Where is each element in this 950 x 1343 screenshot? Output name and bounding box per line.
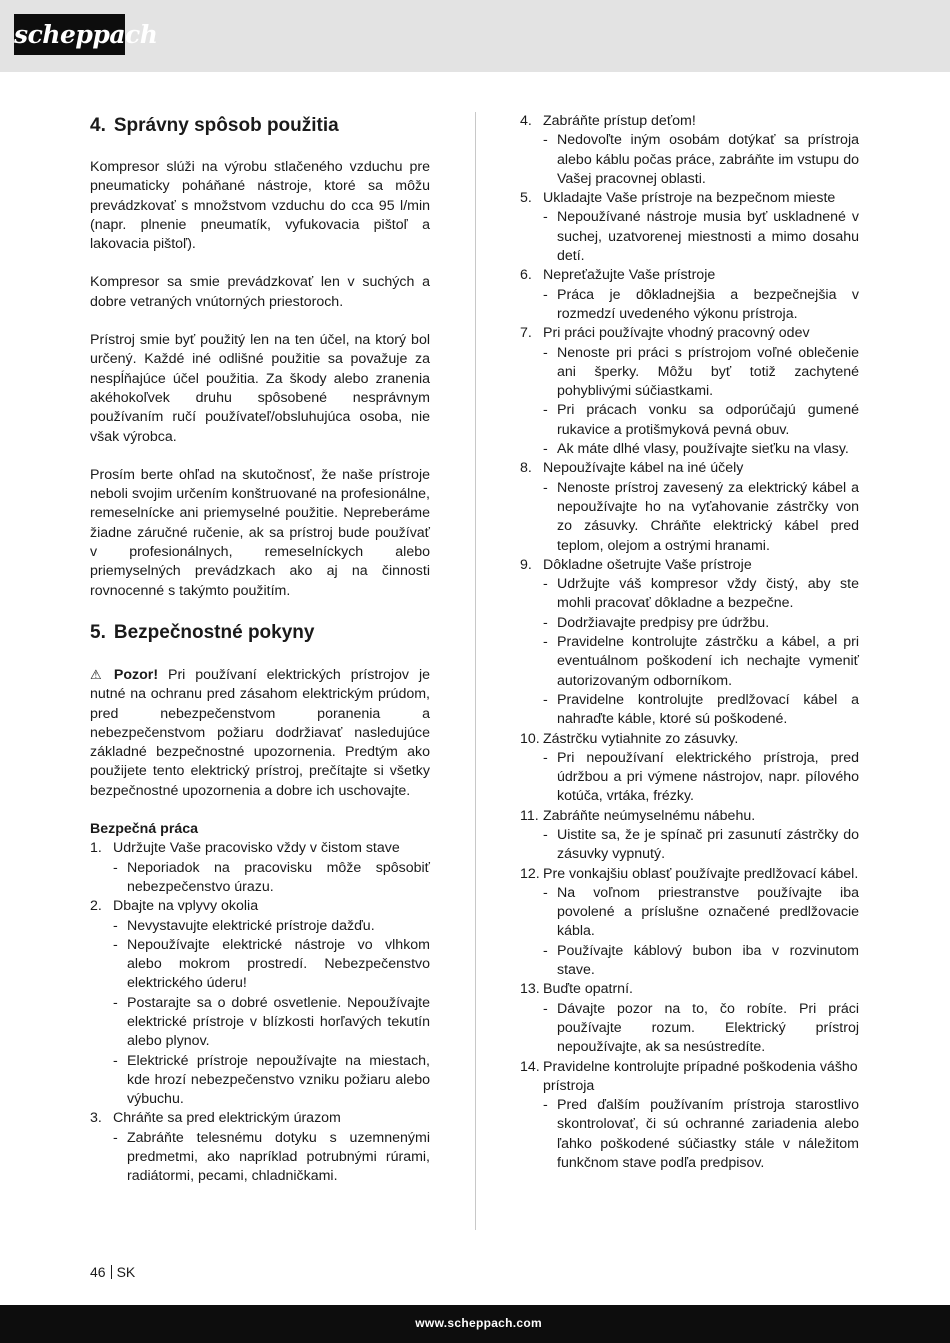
list-item [520, 266, 859, 285]
sub-item [520, 1000, 859, 1058]
item-number: 7. [520, 325, 532, 342]
dash-marker: - [543, 132, 548, 149]
section-4-heading: 4. Správny spôsob použitia [90, 115, 339, 136]
dash-marker: - [543, 749, 548, 766]
item-text: Zabráňte prístup deťom! [543, 113, 696, 129]
sub-item [520, 884, 859, 942]
sub-item-text: Používajte káblový bubon iba v rozvinutom stave. [557, 942, 859, 979]
dash-marker: - [543, 479, 548, 496]
item-text: Buďte opatrní. [543, 981, 633, 998]
dash-marker: - [543, 209, 548, 226]
sub-item [520, 401, 859, 440]
sub-item [520, 208, 859, 266]
list-item [520, 556, 859, 575]
dash-marker: - [543, 942, 548, 959]
sub-item [520, 691, 859, 730]
list-item [520, 459, 859, 478]
dash-marker: - [113, 994, 118, 1011]
item-number: 13. [520, 981, 540, 998]
dash-marker: - [113, 859, 118, 876]
dash-marker: - [543, 286, 548, 303]
item-number: 10. [520, 730, 540, 747]
right-numbered-list [520, 112, 859, 1173]
item-text: Pre vonkajšiu oblasť používajte predlžovací kábel. [543, 865, 859, 882]
item-text: Zabráňte neúmyselnému nábehu. [543, 807, 756, 824]
dash-marker: - [543, 614, 548, 631]
dash-marker: - [113, 917, 118, 934]
warning-triangle-icon: ⚠ [90, 666, 102, 682]
item-number: 4. [520, 113, 532, 129]
sub-item-text: Neporiadok na pracovisku môže spôsobiť nebezpečenstvo úrazu. [127, 859, 430, 895]
dash-marker: - [543, 1000, 548, 1017]
sub-item-text: Nepoužívajte elektrické nástroje vo vlhkom alebo mokrom prostredí. Nebezpečenstvo elektrického úderu! [127, 936, 430, 992]
item-number: 12. [520, 865, 540, 882]
list-item [520, 189, 859, 208]
sub-item [520, 614, 859, 633]
item-text: Dôkladne ošetrujte Vaše prístroje [543, 556, 752, 573]
item-number: 3. [90, 1110, 102, 1127]
sub-item-text: Elektrické prístroje nepoužívajte na miestach, kde hrozí nebezpečenstvo vzniku požiaru alebo výbuchu. [127, 1052, 430, 1108]
footer-bar [0, 1305, 950, 1343]
sub-item [520, 942, 859, 981]
warning-paragraph: ⚠ Pozor! Pri používaní elektrických prístrojov je nutné na ochranu pred zásahom elektrickým prúdom, pred nebezpečenstvom poranenia a nebezpečenstvom požiaru dodržiavať nasledujúce základné bezpečnostné upozornenia. Predtým ako použijete tento elektrický prístroj, prečítajte si všetky bezpečnostné upozornenia a dobre ich uschovajte. [90, 666, 430, 799]
sub-item [90, 936, 430, 994]
item-number: 14. [520, 1058, 540, 1075]
left-column [90, 112, 430, 1187]
item-text: Ukladajte Vaše prístroje na bezpečnom mieste [543, 190, 836, 207]
item-number: 9. [520, 556, 532, 573]
sub-item-text: Udržujte váš kompresor vždy čistý, aby ste mohli pracovať dôkladne a bezpečne. [557, 576, 859, 612]
paragraph: Kompresor slúži na výrobu stlačeného vzduchu pre pneumaticky poháňané nástroje, ktoré sa môžu prevádzkovať s množstvom vzduchu do cca 95 l/min (napr. plnenie pneumatík, vyfukovacia pištoľ a lakovacia pištoľ). [90, 159, 430, 253]
dash-marker: - [543, 634, 548, 651]
sub-item [90, 1129, 430, 1187]
sub-item-text: Uistite sa, že je spínač pri zasunutí zástrčky do zásuvky vypnutý. [557, 826, 859, 863]
item-text: Zástrčku vytiahnite zo zásuvky. [543, 730, 739, 747]
section-5-heading: 5. Bezpečnostné pokyny [90, 621, 315, 643]
sub-item [90, 994, 430, 1052]
sub-item-text: Pravidelne kontrolujte zástrčku a kábel, a pri eventuálnom poškodení ich nechajte vymeniť autorizovaným odborníkom. [557, 634, 859, 689]
website-url: www.scheppach.com [415, 1316, 542, 1330]
dash-marker: - [543, 402, 548, 419]
sub-item-text: Dodržiavajte predpisy pre údržbu. [557, 614, 770, 631]
sub-item [90, 917, 430, 936]
sub-item [520, 344, 859, 402]
list-item [90, 1109, 430, 1128]
item-number: 1. [90, 840, 102, 857]
list-item [520, 1058, 859, 1097]
page-number: 46 [90, 1264, 106, 1280]
dash-marker: - [543, 344, 548, 361]
paragraph: Prosím berte ohľad na skutočnosť, že naše prístroje neboli svojim určením konštruované na profesionálne, remeselnícke ani priemyselné použitie. Nepreberáme žiadne záručné ručenie, ak sa prístroj bude používať v profesionálnych, remeselníckych alebo priemyselných prevádzkach ako aj na činnosti rovnocenné s takýmto použitím. [90, 466, 430, 599]
sub-item-text: Nepoužívané nástroje musia byť uskladnené v suchej, uzatvorenej miestnosti a mimo dosahu detí. [557, 209, 859, 265]
sub-item-text: Pred ďalším používaním prístroja starostlivo skontrolovať, či sú ochranné zariadenia alebo ľahko poškodené súčiastky stále v náležitom funkčnom stave podľa predpisov. [557, 1097, 859, 1172]
sub-item [520, 575, 859, 614]
sub-item [520, 826, 859, 865]
dash-marker: - [113, 936, 118, 953]
sub-item-text: Postarajte sa o dobré osvetlenie. Nepoužívajte elektrické prístroje v blízkosti horľavých tekutín alebo plynov. [127, 994, 430, 1050]
sub-item [520, 749, 859, 807]
sub-item-text: Nevystavujte elektrické prístroje dažďu. [127, 917, 375, 934]
warning-label: Pozor! [113, 666, 159, 683]
item-text: Pri práci používajte vhodný pracovný odev [543, 325, 810, 342]
item-text: Nepreťažujte Vaše prístroje [543, 267, 716, 284]
dash-marker: - [543, 691, 548, 708]
dash-marker: - [113, 1129, 118, 1146]
sub-item [520, 440, 859, 459]
subheading: Bezpečná práca [90, 821, 199, 838]
list-item [90, 897, 430, 916]
language-code: SK [116, 1264, 136, 1280]
sub-item-text: Nenoste prístroj zavesený za elektrický kábel a nepoužívajte ho na vyťahovanie zástrčky von zo zásuvky. Chráňte elektrický kábel pred teplom, olejom a ostrými hranami. [557, 479, 859, 554]
dash-marker: - [543, 1097, 548, 1114]
item-text: Chráňte sa pred elektrickým úrazom [113, 1110, 341, 1127]
sub-item [520, 633, 859, 691]
item-number: 6. [520, 267, 532, 284]
right-column [520, 112, 859, 1173]
dash-marker: - [543, 441, 548, 458]
item-number: 5. [520, 190, 532, 207]
sub-item [520, 1096, 859, 1173]
paragraph: Prístroj smie byť použitý len na ten účel, na ktorý bol určený. Každé iné odlišné použitie sa považuje za nespĺňajúce účel použitia. Za škody alebo zranenia akéhokoľvek druhu spôsobené nesprávnym používaním ručí používateľ/obsluhujúca osoba, nie však výrobca. [90, 332, 430, 445]
item-text: Nepoužívajte kábel na iné účely [543, 460, 744, 477]
sub-item-text: Zabráňte telesnému dotyku s uzemnenými predmetmi, ako napríklad potrubnými rúrami, radiátormi, pecami, chladničkami. [127, 1129, 430, 1185]
item-text: Udržujte Vaše pracovisko vždy v čistom stave [113, 840, 400, 857]
sub-item [520, 131, 859, 189]
dash-marker: - [543, 576, 548, 593]
list-item [90, 839, 430, 858]
page-footer [90, 1264, 135, 1280]
sub-item [520, 479, 859, 556]
sub-item-text: Práca je dôkladnejšia a bezpečnejšia v rozmedzí uvedeného výkonu prístroja. [557, 286, 859, 322]
list-item [520, 865, 859, 884]
dash-marker: - [543, 826, 548, 843]
sub-item-text: Nedovoľte iným osobám dotýkať sa prístroja alebo káblu počas práce, zabráňte im vstupu do Vašej pracovnej oblasti. [557, 132, 859, 187]
dash-marker: - [543, 884, 548, 901]
paragraph: Kompresor sa smie prevádzkovať len v suchých a dobre vetraných vnútorných priestoroch. [90, 274, 430, 310]
item-text: Pravidelne kontrolujte prípadné poškodenia vášho prístroja [543, 1058, 858, 1094]
column-divider [475, 112, 476, 1230]
sub-item-text: Na voľnom priestranstve používajte iba povolené a príslušne označené predlžovacie kábla. [557, 884, 859, 940]
sub-item [90, 859, 430, 898]
sub-item-text: Ak máte dlhé vlasy, používajte sieťku na vlasy. [557, 441, 849, 458]
sub-item [520, 286, 859, 325]
header-bar [0, 0, 950, 72]
item-text: Dbajte na vplyvy okolia [113, 898, 259, 915]
item-number: 8. [520, 460, 532, 477]
list-item [520, 324, 859, 343]
list-item [520, 807, 859, 826]
dash-marker: - [113, 1052, 118, 1069]
sub-item-text: Dávajte pozor na to, čo robíte. Pri práci používajte rozum. Elektrický prístroj nepoužívajte, ak sa nesústredíte. [557, 1000, 859, 1056]
list-item [520, 112, 859, 131]
footer-separator [111, 1265, 112, 1279]
list-item [520, 730, 859, 749]
item-number: 2. [90, 898, 102, 915]
brand-logo: scheppach [14, 14, 125, 55]
sub-item-text: Pravidelne kontrolujte predlžovací kábel a nahraďte káble, ktoré sú poškodené. [557, 691, 859, 728]
list-item [520, 980, 859, 999]
sub-item [90, 1052, 430, 1110]
sub-item-text: Nenoste pri práci s prístrojom voľné oblečenie ani šperky. Môžu byť totiž zachytené pohyblivými súčiastkami. [557, 344, 859, 400]
item-number: 11. [520, 807, 539, 824]
left-numbered-list [90, 839, 430, 1186]
sub-item-text: Pri nepoužívaní elektrického prístroja, pred údržbou a pri výmene nástrojov, napr. pílového kotúča, vrtáka, frézky. [557, 749, 859, 805]
sub-item-text: Pri prácach vonku sa odporúčajú gumené rukavice a protišmyková pevná obuv. [557, 402, 859, 438]
